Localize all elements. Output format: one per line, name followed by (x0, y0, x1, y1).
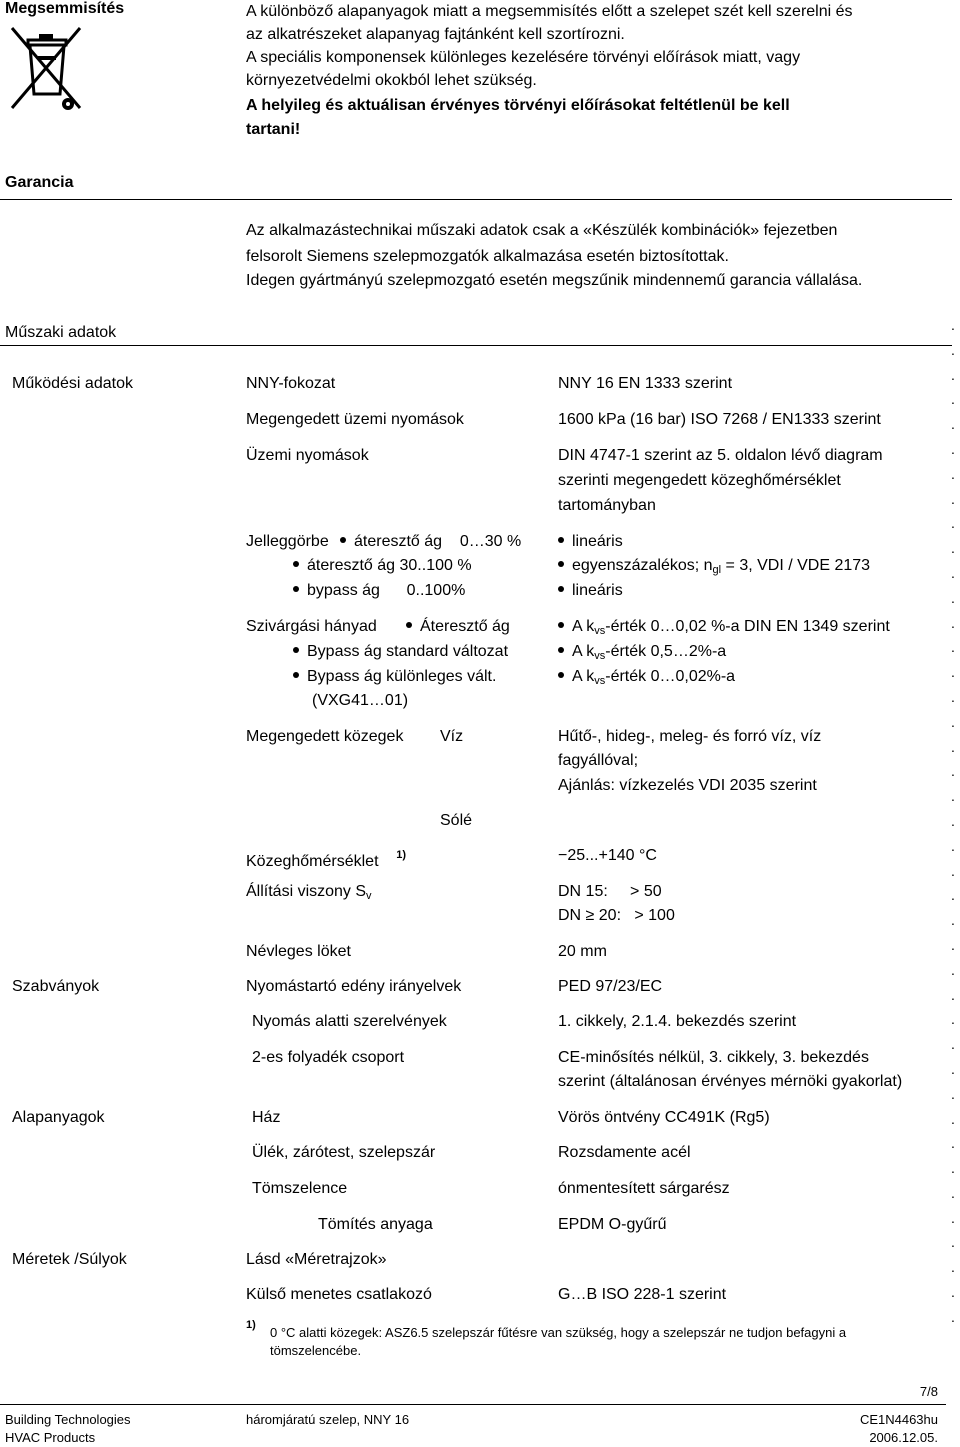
warranty-line-3: Idegen gyártmányú szelepmozgató esetén megszűnik mindennemű garancia vállalása. (246, 272, 863, 289)
bullet-icon (293, 647, 299, 653)
temp-value: −25...+140 °C (558, 847, 657, 864)
media-label: Megengedett közegek (246, 728, 404, 745)
margin-dots: . . . . . . . . . . . . . . . . . . . . . . . . . . . . . . . . . . . . . . . . . (951, 317, 955, 1325)
bullet-icon (293, 672, 299, 678)
media-water-value-3: Ajánlás: vízkezelés VDI 2035 szerint (558, 777, 817, 794)
stroke-label: Névleges löket (246, 943, 351, 960)
warranty-heading: Garancia (5, 174, 74, 191)
fluid-group-label: 2-es folyadék csoport (252, 1049, 405, 1066)
disposal-heading: Megsemmisítés (5, 0, 125, 17)
footer-divider (0, 1404, 946, 1405)
disposal-line-4: környezetvédelmi okokból lehet szükség. (246, 72, 537, 89)
media-water-value-2: fagyállóval; (558, 752, 639, 769)
leak-value-1: A $k_{vs}$-érték 0…0,02 %-a DIN EN 1349 szerint (558, 614, 890, 644)
disposal-bold-line-2: tartani! (246, 121, 301, 138)
page-number: 7/8 (919, 1384, 938, 1399)
bullet-icon (406, 622, 412, 628)
leak-value-3: A $k_{vs}$-érték 0…0,02%-a (558, 664, 735, 694)
op-pressure-value-3: tartományban (558, 497, 656, 514)
seal-value: EPDM O-gyűrű (558, 1216, 667, 1233)
ped-value: PED 97/23/EC (558, 978, 663, 995)
dims-label: Lásd «Méretrajzok» (246, 1251, 387, 1268)
bullet-icon (558, 672, 564, 678)
temp-label: Közeghőmérséklet $^{1)}$ (246, 849, 407, 870)
thread-value: G…B ISO 228-1 szerint (558, 1286, 727, 1303)
op-pressure-label: Üzemi nyomások (246, 447, 369, 464)
housing-value: Vörös öntvény CC491K (Rg5) (558, 1109, 770, 1126)
char-item-3: bypass ág 0..100% (293, 578, 465, 603)
stroke-value: 20 mm (558, 943, 607, 960)
leak-item-2: Bypass ág standard változat (293, 639, 508, 664)
range-value-2: DN ≥ 20: > 100 (558, 907, 675, 924)
bullet-icon (293, 586, 299, 592)
section-materials: Alapanyagok (12, 1109, 105, 1126)
pn-value: NNY 16 EN 1333 szerint (558, 375, 733, 392)
pn-label: NNY-fokozat (246, 375, 336, 392)
perm-pressure-value: 1600 kPa (16 bar) ISO 7268 / EN1333 szerint (558, 411, 881, 428)
footer-date: 2006.12.05. (869, 1430, 938, 1445)
fluid-group-value-1: CE-minősítés nélkül, 3. cikkely, 3. bekezdés (558, 1049, 869, 1066)
gland-label: Tömszelence (252, 1180, 348, 1197)
footer-division: HVAC Products (5, 1430, 96, 1445)
media-brine: Sólé (440, 812, 473, 829)
disposal-line-1: A különböző alapanyagok miatt a megsemmisítés előtt a szelepet szét kell szerelni és (246, 3, 853, 20)
seat-label: Ülék, zárótest, szelepszár (252, 1144, 436, 1161)
bullet-icon (558, 647, 564, 653)
perm-pressure-label: Megengedett üzemi nyomások (246, 411, 464, 428)
leak-item-3: Bypass ág különleges vált. (293, 664, 496, 689)
op-pressure-value-1: DIN 4747-1 szerint az 5. oldalon lévő diagram (558, 447, 883, 464)
disposal-line-3: A speciális komponensek különleges kezelésére törvényi előírások miatt, vagy (246, 49, 801, 66)
crossed-out-wheelie-bin-icon (8, 22, 86, 118)
seat-value: Rozsdamente acél (558, 1144, 691, 1161)
divider (0, 345, 952, 346)
technical-heading: Műszaki adatok (5, 324, 117, 341)
footer-company: Building Technologies (5, 1412, 131, 1427)
leak-item-1: Áteresztő ág (406, 614, 510, 639)
range-label: Állítási viszony $S_v$ (246, 883, 372, 902)
leak-value-2: A $k_{vs}$-érték 0,5…2%-a (558, 639, 726, 669)
bullet-icon (293, 561, 299, 567)
media-water: Víz (440, 728, 464, 745)
leak-extra: (VXG41…01) (312, 692, 409, 709)
char-value-2: egyenszázalékos; $n_{gl} = 3$, VDI / VDE 2173 (558, 553, 870, 583)
pressure-acc-label: Nyomás alatti szerelvények (252, 1013, 447, 1030)
gland-value: ónmentesített sárgarész (558, 1180, 730, 1197)
disposal-line-2: az alkatrészeket alapanyag fajtánként kell szortírozni. (246, 26, 625, 43)
thread-label: Külső menetes csatlakozó (246, 1286, 432, 1303)
housing-label: Ház (252, 1109, 281, 1126)
bullet-icon (558, 561, 564, 567)
divider (0, 199, 952, 200)
char-item-1: áteresztő ág 0…30 % (340, 529, 521, 554)
pressure-acc-value: 1. cikkely, 2.1.4. bekezdés szerint (558, 1013, 797, 1030)
char-value-1: lineáris (558, 529, 623, 554)
section-dimensions: Méretek /Súlyok (12, 1251, 127, 1268)
footer-doc-id: CE1N4463hu (859, 1412, 938, 1427)
bullet-icon (340, 537, 346, 543)
ped-label: Nyomástartó edény irányelvek (246, 978, 462, 995)
seal-label: Tömítés anyaga (318, 1216, 433, 1233)
media-water-value-1: Hűtő-, hideg-, meleg- és forró víz, víz (558, 728, 822, 745)
footer-product: háromjáratú szelep, NNY 16 (246, 1412, 410, 1427)
char-item-2: áteresztő ág 30..100 % (293, 553, 472, 578)
section-standards: Szabványok (12, 978, 100, 995)
leak-label: Szivárgási hányad (246, 618, 377, 635)
char-label: Jelleggörbe (246, 533, 329, 550)
footnote-line-1: 0 °C alatti közegek: ASZ6.5 szelepszár fűtésre van szükség, hogy a szelepszár ne tudjon befagyni a (270, 1325, 847, 1340)
char-value-3: lineáris (558, 578, 623, 603)
footnote-line-2: tömszelencébe. (270, 1343, 362, 1358)
section-operating: Működési adatok (12, 375, 133, 392)
bullet-icon (558, 586, 564, 592)
op-pressure-value-2: szerinti megengedett közeghőmérséklet (558, 472, 841, 489)
bullet-icon (558, 622, 564, 628)
footnote-mark: 1) (246, 1319, 256, 1331)
fluid-group-value-2: szerint (általánosan érvényes mérnöki gyakorlat) (558, 1073, 903, 1090)
disposal-bold-line-1: A helyileg és aktuálisan érvényes törvényi előírásokat feltétlenül be kell (246, 97, 790, 114)
warranty-line-1: Az alkalmazástechnikai műszaki adatok csak a «Készülék kombinációk» fejezetben (246, 222, 838, 239)
bullet-icon (558, 537, 564, 543)
warranty-line-2: felsorolt Siemens szelepmozgatók alkalmazása esetén biztosítottak. (246, 248, 729, 265)
range-value-1: DN 15: > 50 (558, 883, 662, 900)
